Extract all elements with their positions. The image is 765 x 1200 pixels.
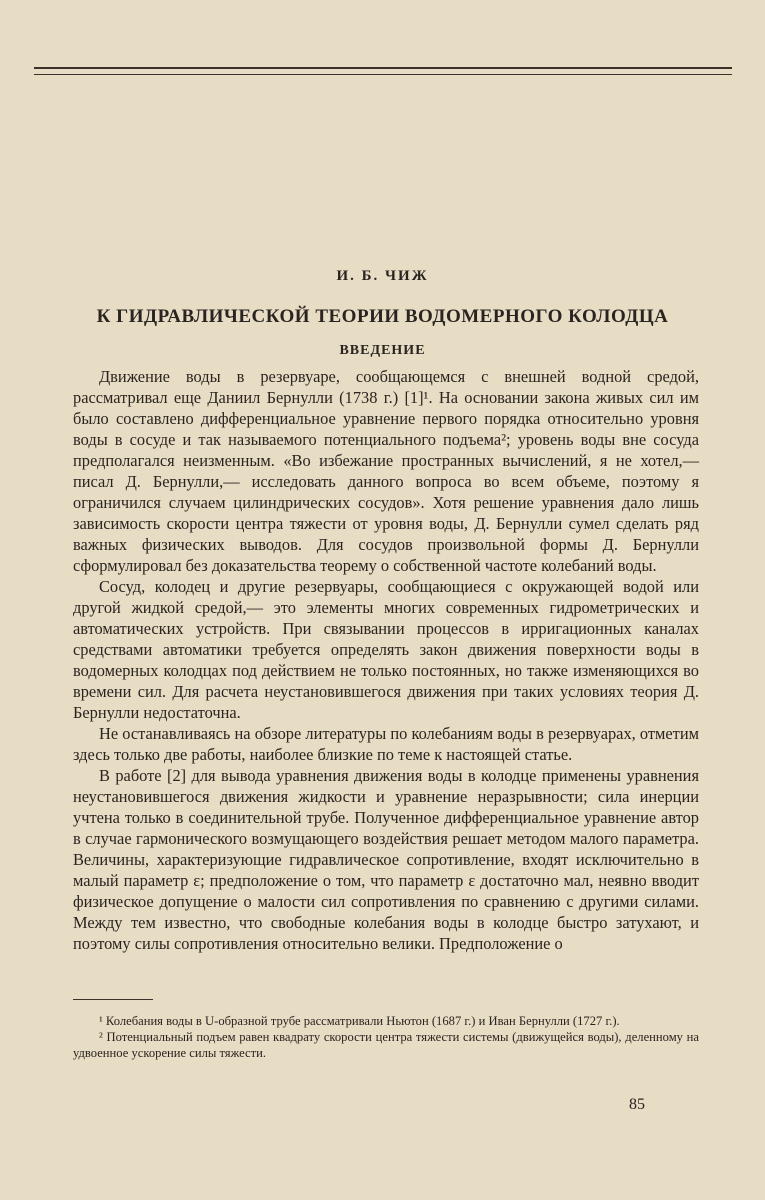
article-title: К ГИДРАВЛИЧЕСКОЙ ТЕОРИИ ВОДОМЕРНОГО КОЛОДЦА: [96, 306, 669, 327]
page-number: 85: [629, 1096, 645, 1113]
footnote: ¹ Колебания воды в U-образной трубе рассматривали Ньютон (1687 г.) и Иван Бернулли (1727 г.).: [99, 1014, 620, 1028]
paragraph: В работе [2] для вывода уравнения движения воды в колодце применены уравнения неустановившегося движения жидкости и уравнение неразрывности; сила инерции учтена только в соединительной трубе. Полученное дифференциальное уравнение автор в случае гармонического возмущающего воздействия решает методом малого параметра. Величины, характеризующие гидравлическое сопротивление, входят исключительно в малый параметр ε; предположение о том, что параметр ε достаточно мал, неявно вводит физическое допущение о малости сил сопротивления по сравнению с другими силами. Между тем известно, что свободные колебания воды в колодце быстро затухают, и поэтому силы сопротивления относительно велики. Предположение о: [73, 766, 699, 953]
footnotes: [73, 1013, 699, 1061]
header-rule-thin: [34, 74, 732, 75]
article-author: И. Б. ЧИЖ: [336, 268, 429, 284]
paragraph: Сосуд, колодец и другие резервуары, сообщающиеся с окружающей водой или другой жидкой средой,— это элементы многих современных гидрометрических и автоматических устройств. При связывании процессов в ирригационных каналах средствами автоматики требуется определять закон движения поверхности воды в водомерных колодцах под действием не только постоянных, но также изменяющихся во времени сил. Для расчета неустановившегося движения при таких условиях теория Д. Бернулли недостаточна.: [73, 577, 699, 722]
article-body: [73, 366, 699, 954]
paragraph: Движение воды в резервуаре, сообщающемся с внешней водной средой, рассматривал еще Даниил Бернулли (1738 г.) [1]¹. На основании закона живых сил им было составлено дифференциальное уравнение первого порядка относительно уровня воды в сосуде и так называемого потенциального подъема²; уровень воды вне сосуда предполагался неизменным. «Во избежание пространных вычислений, я не хотел,— писал Д. Бернулли,— исследовать данного вопроса во всем объеме, поэтому я ограничился случаем цилиндрических сосудов». Хотя решение уравнения дало лишь зависимость скорости центра тяжести от уровня воды, Д. Бернулли сумел сделать ряд важных физических выводов. Для сосудов произвольной формы Д. Бернулли сформулировал без доказательства теорему о собственной частоте колебаний воды.: [73, 367, 699, 575]
footnote-divider: [73, 999, 153, 1000]
paragraph: Не останавливаясь на обзоре литературы по колебаниям воды в резервуарах, отметим здесь только две работы, наиболее близкие по теме к настоящей статье.: [73, 724, 699, 764]
section-heading: ВВЕДЕНИЕ: [339, 343, 426, 358]
header-rule-thick: [34, 67, 732, 69]
footnote: ² Потенциальный подъем равен квадрату скорости центра тяжести системы (движущейся воды), деленному на удвоенное ускорение силы тяжести.: [73, 1030, 699, 1060]
